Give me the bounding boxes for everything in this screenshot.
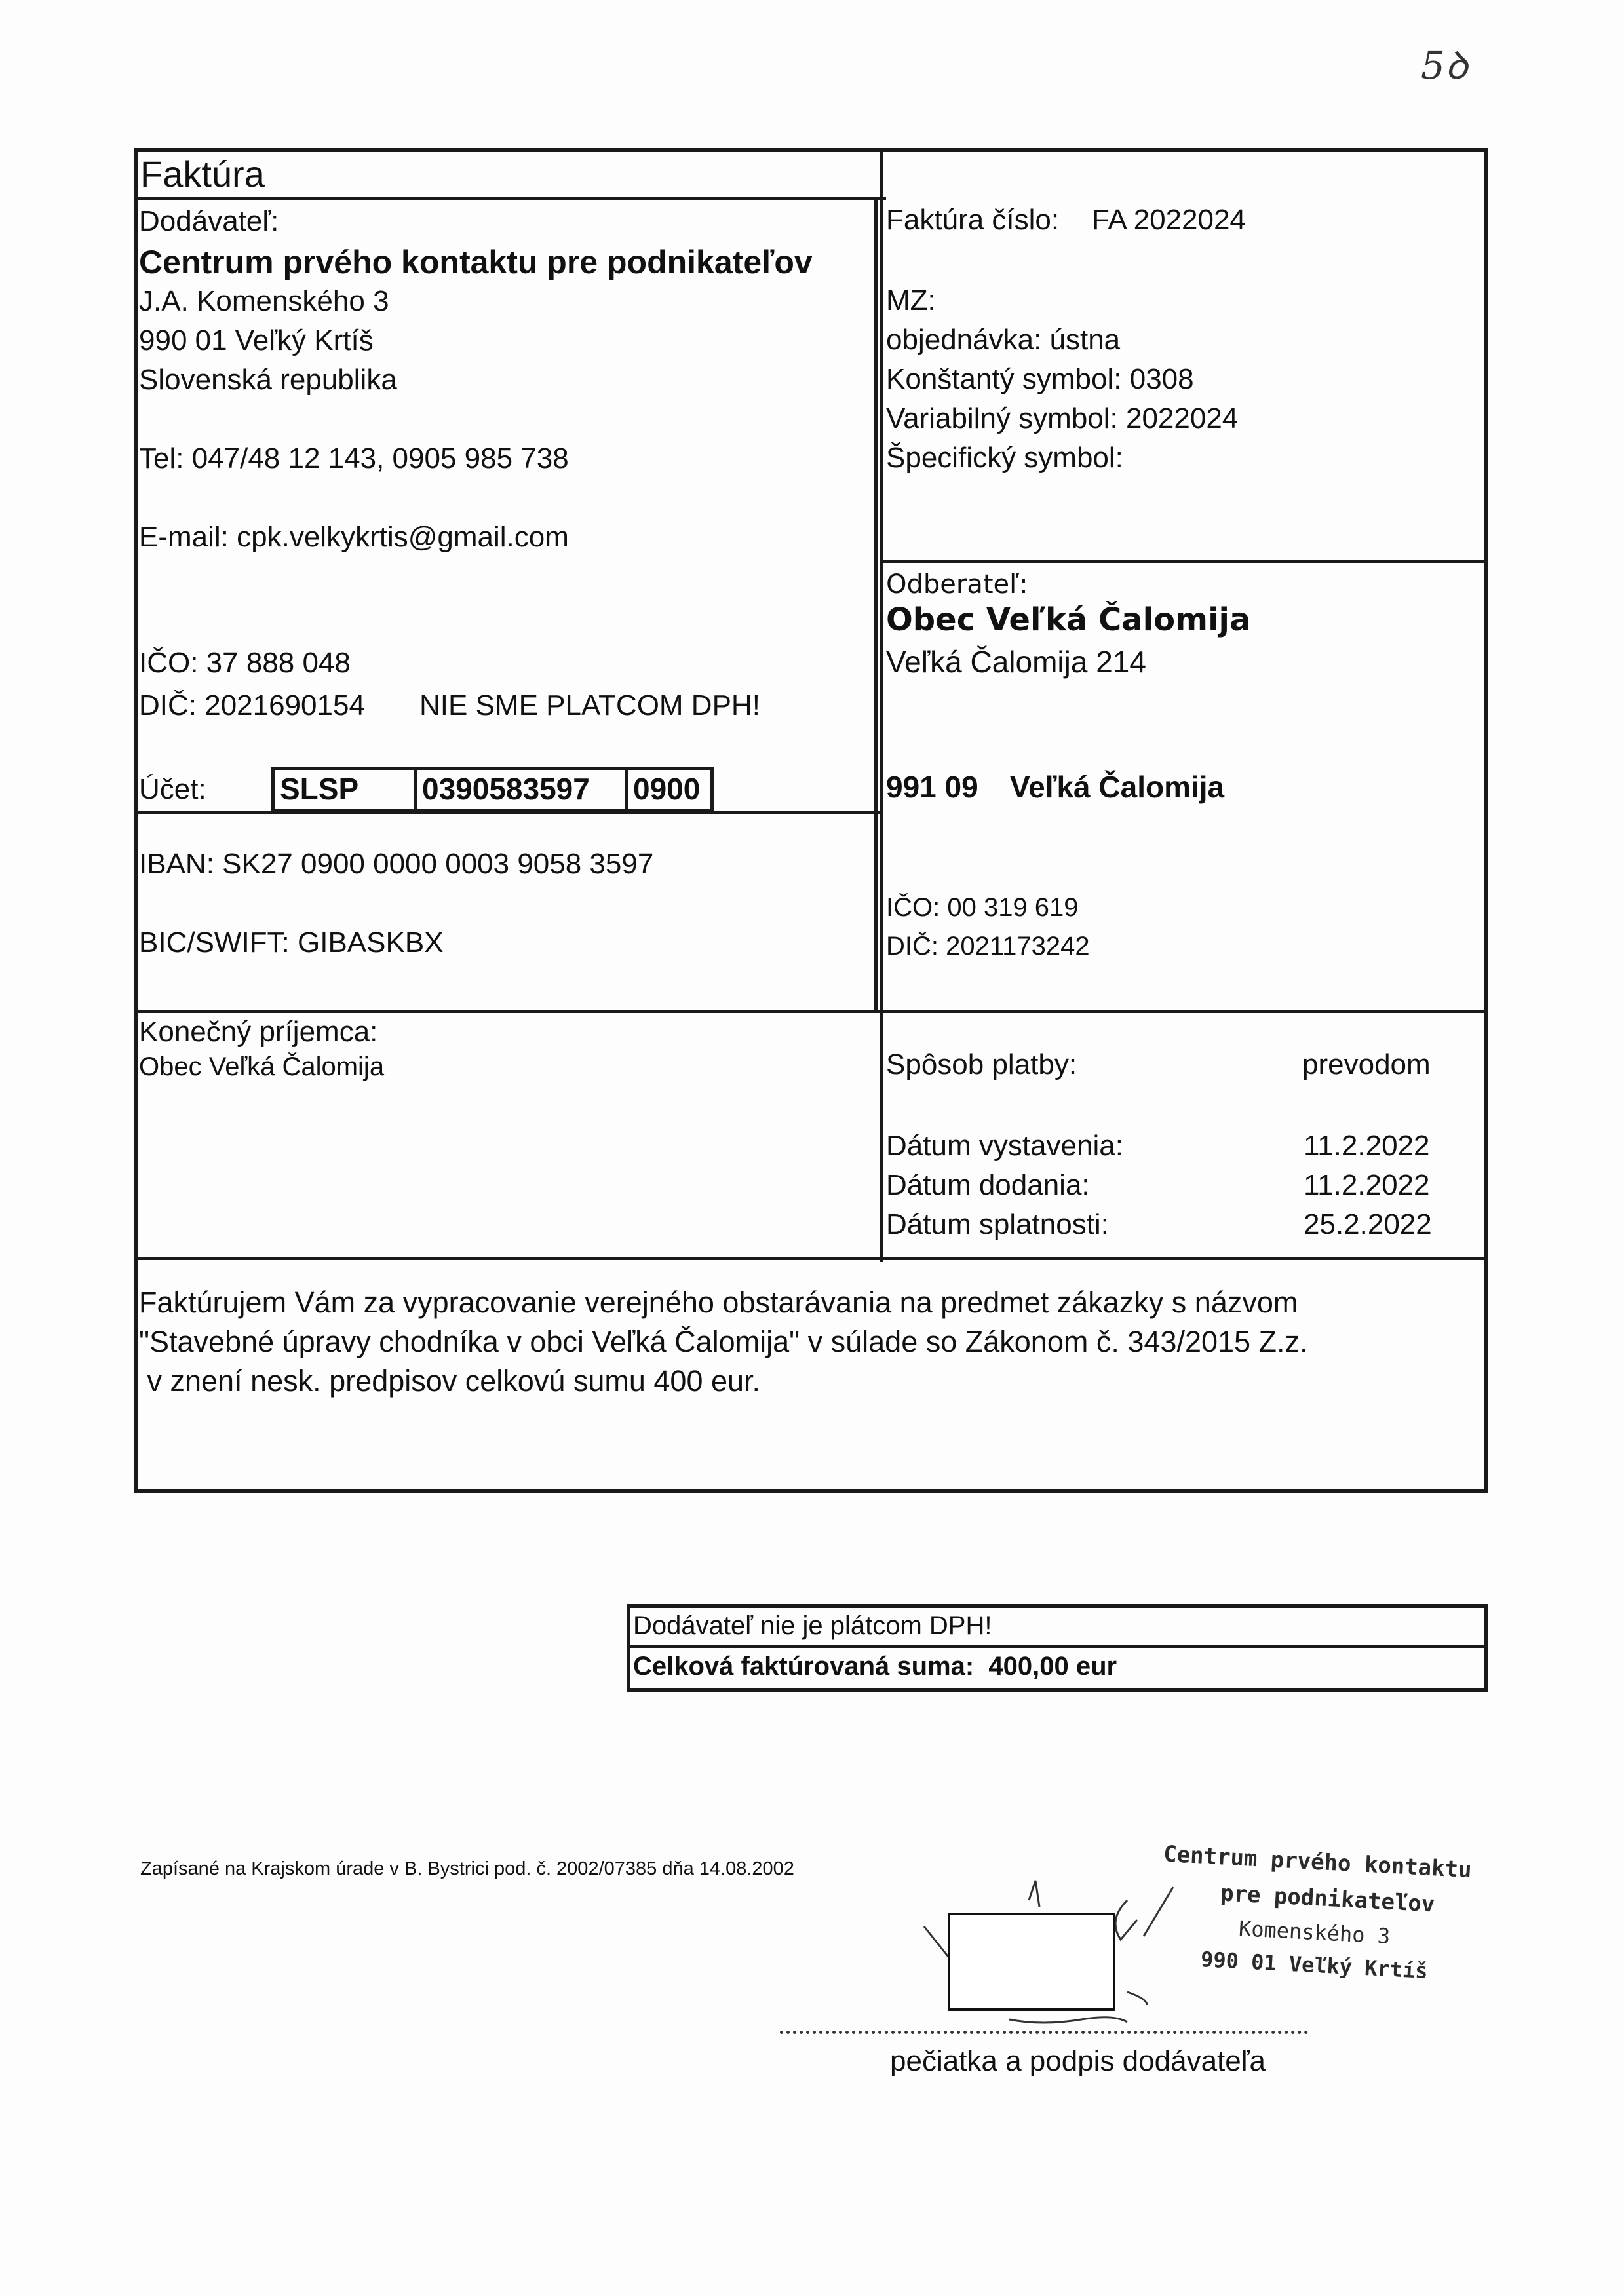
issue-date-label: Dátum vystavenia:: [886, 1130, 1123, 1162]
mz-label: MZ:: [886, 284, 936, 316]
meta-customer-divider: [880, 560, 1488, 563]
supplier-street: J.A. Komenského 3: [139, 285, 389, 317]
payment-method-label: Spôsob platby:: [886, 1048, 1077, 1081]
stamp-line-3: Komenského 3: [1238, 1915, 1391, 1949]
account-bank: SLSP: [271, 767, 417, 813]
section-divider-1: [134, 1010, 1488, 1013]
account-code: 0900: [625, 767, 714, 813]
supplier-name: Centrum prvého kontaktu pre podnikateľov: [139, 244, 813, 280]
title-underline: [134, 197, 886, 200]
final-recipient-name: Obec Veľká Čalomija: [139, 1052, 385, 1081]
due-date-value: 25.2.2022: [1304, 1208, 1432, 1240]
customer-dic: DIČ: 2021173242: [886, 932, 1090, 961]
signature-label: pečiatka a podpis dodávateľa: [890, 2045, 1266, 2077]
payment-divider: [880, 1010, 883, 1259]
redacted-signature: [948, 1913, 1115, 2011]
specific-symbol: Špecifický symbol:: [886, 442, 1123, 474]
summary-divider: [627, 1645, 1488, 1648]
constant-symbol: Konštantý symbol: 0308: [886, 363, 1194, 395]
stamp-line-1: Centrum prvého kontaktu: [1163, 1841, 1473, 1884]
supplier-tel: Tel: 047/48 12 143, 0905 985 738: [139, 442, 569, 474]
column-divider-inner: [874, 197, 878, 1012]
stamp-line-4: 990 01 Veľký Krtíš: [1200, 1946, 1429, 1984]
stamp-line-2: pre podnikateľov: [1220, 1880, 1436, 1918]
supplier-dic: DIČ: 2021690154: [139, 689, 365, 721]
description-line-1: Faktúrujem Vám za vypracovanie verejného obstarávania na predmet zákazky s názvom: [139, 1286, 1298, 1319]
description-line-2: "Stavebné úpravy chodníka v obci Veľká Čalomija" v súlade so Zákonom č. 343/2015 Z.z.: [139, 1325, 1308, 1358]
customer-street: Veľká Čalomija 214: [886, 645, 1146, 679]
issue-date-value: 11.2.2022: [1304, 1130, 1430, 1162]
final-recipient-label: Konečný príjemca:: [139, 1016, 378, 1048]
supplier-city: 990 01 Veľký Krtíš: [139, 324, 374, 356]
description-line-3: v znení nesk. predpisov celkovú sumu 400 eur.: [139, 1364, 761, 1398]
account-label: Účet:: [139, 773, 206, 805]
supplier-country: Slovenská republika: [139, 364, 397, 396]
registry-note: Zapísané na Krajskom úrade v B. Bystrici pod. č. 2002/07385 dňa 14.08.2002: [140, 1858, 794, 1879]
supplier-ico: IČO: 37 888 048: [139, 647, 351, 679]
delivery-date-label: Dátum dodania:: [886, 1169, 1090, 1201]
invoice-number-label: Faktúra číslo:: [886, 204, 1060, 236]
account-number: 0390583597: [414, 767, 628, 813]
signature-line: [780, 2031, 1308, 2034]
invoice-title: Faktúra: [140, 153, 265, 195]
variable-symbol: Variabilný symbol: 2022024: [886, 402, 1239, 434]
supplier-vat-note: NIE SME PLATCOM DPH!: [419, 689, 760, 721]
summary-vat-note: Dodávateľ nie je plátcom DPH!: [633, 1611, 992, 1640]
supplier-email: E-mail: cpk.velkykrtis@gmail.com: [139, 521, 569, 553]
payment-method-value: prevodom: [1302, 1048, 1431, 1081]
supplier-bic: BIC/SWIFT: GIBASKBX: [139, 927, 444, 959]
customer-label: Odberateľ:: [886, 569, 1028, 600]
invoice-number-value: FA 2022024: [1092, 204, 1246, 236]
order-type: objednávka: ústna: [886, 324, 1121, 356]
customer-postal: 991 09: [886, 770, 978, 804]
customer-name: Obec Veľká Čalomija: [886, 602, 1251, 638]
supplier-label: Dodávateľ:: [139, 205, 279, 237]
customer-ico: IČO: 00 319 619: [886, 893, 1079, 922]
due-date-label: Dátum splatnosti:: [886, 1208, 1109, 1240]
delivery-date-value: 11.2.2022: [1304, 1169, 1430, 1201]
supplier-iban: IBAN: SK27 0900 0000 0003 9058 3597: [139, 848, 654, 880]
section-divider-2: [134, 1257, 1488, 1260]
page-number-handwritten: 5ꝺ: [1421, 43, 1468, 88]
customer-city: Veľká Čalomija: [1010, 770, 1225, 804]
summary-total: Celková faktúrovaná suma: 400,00 eur: [633, 1652, 1117, 1681]
